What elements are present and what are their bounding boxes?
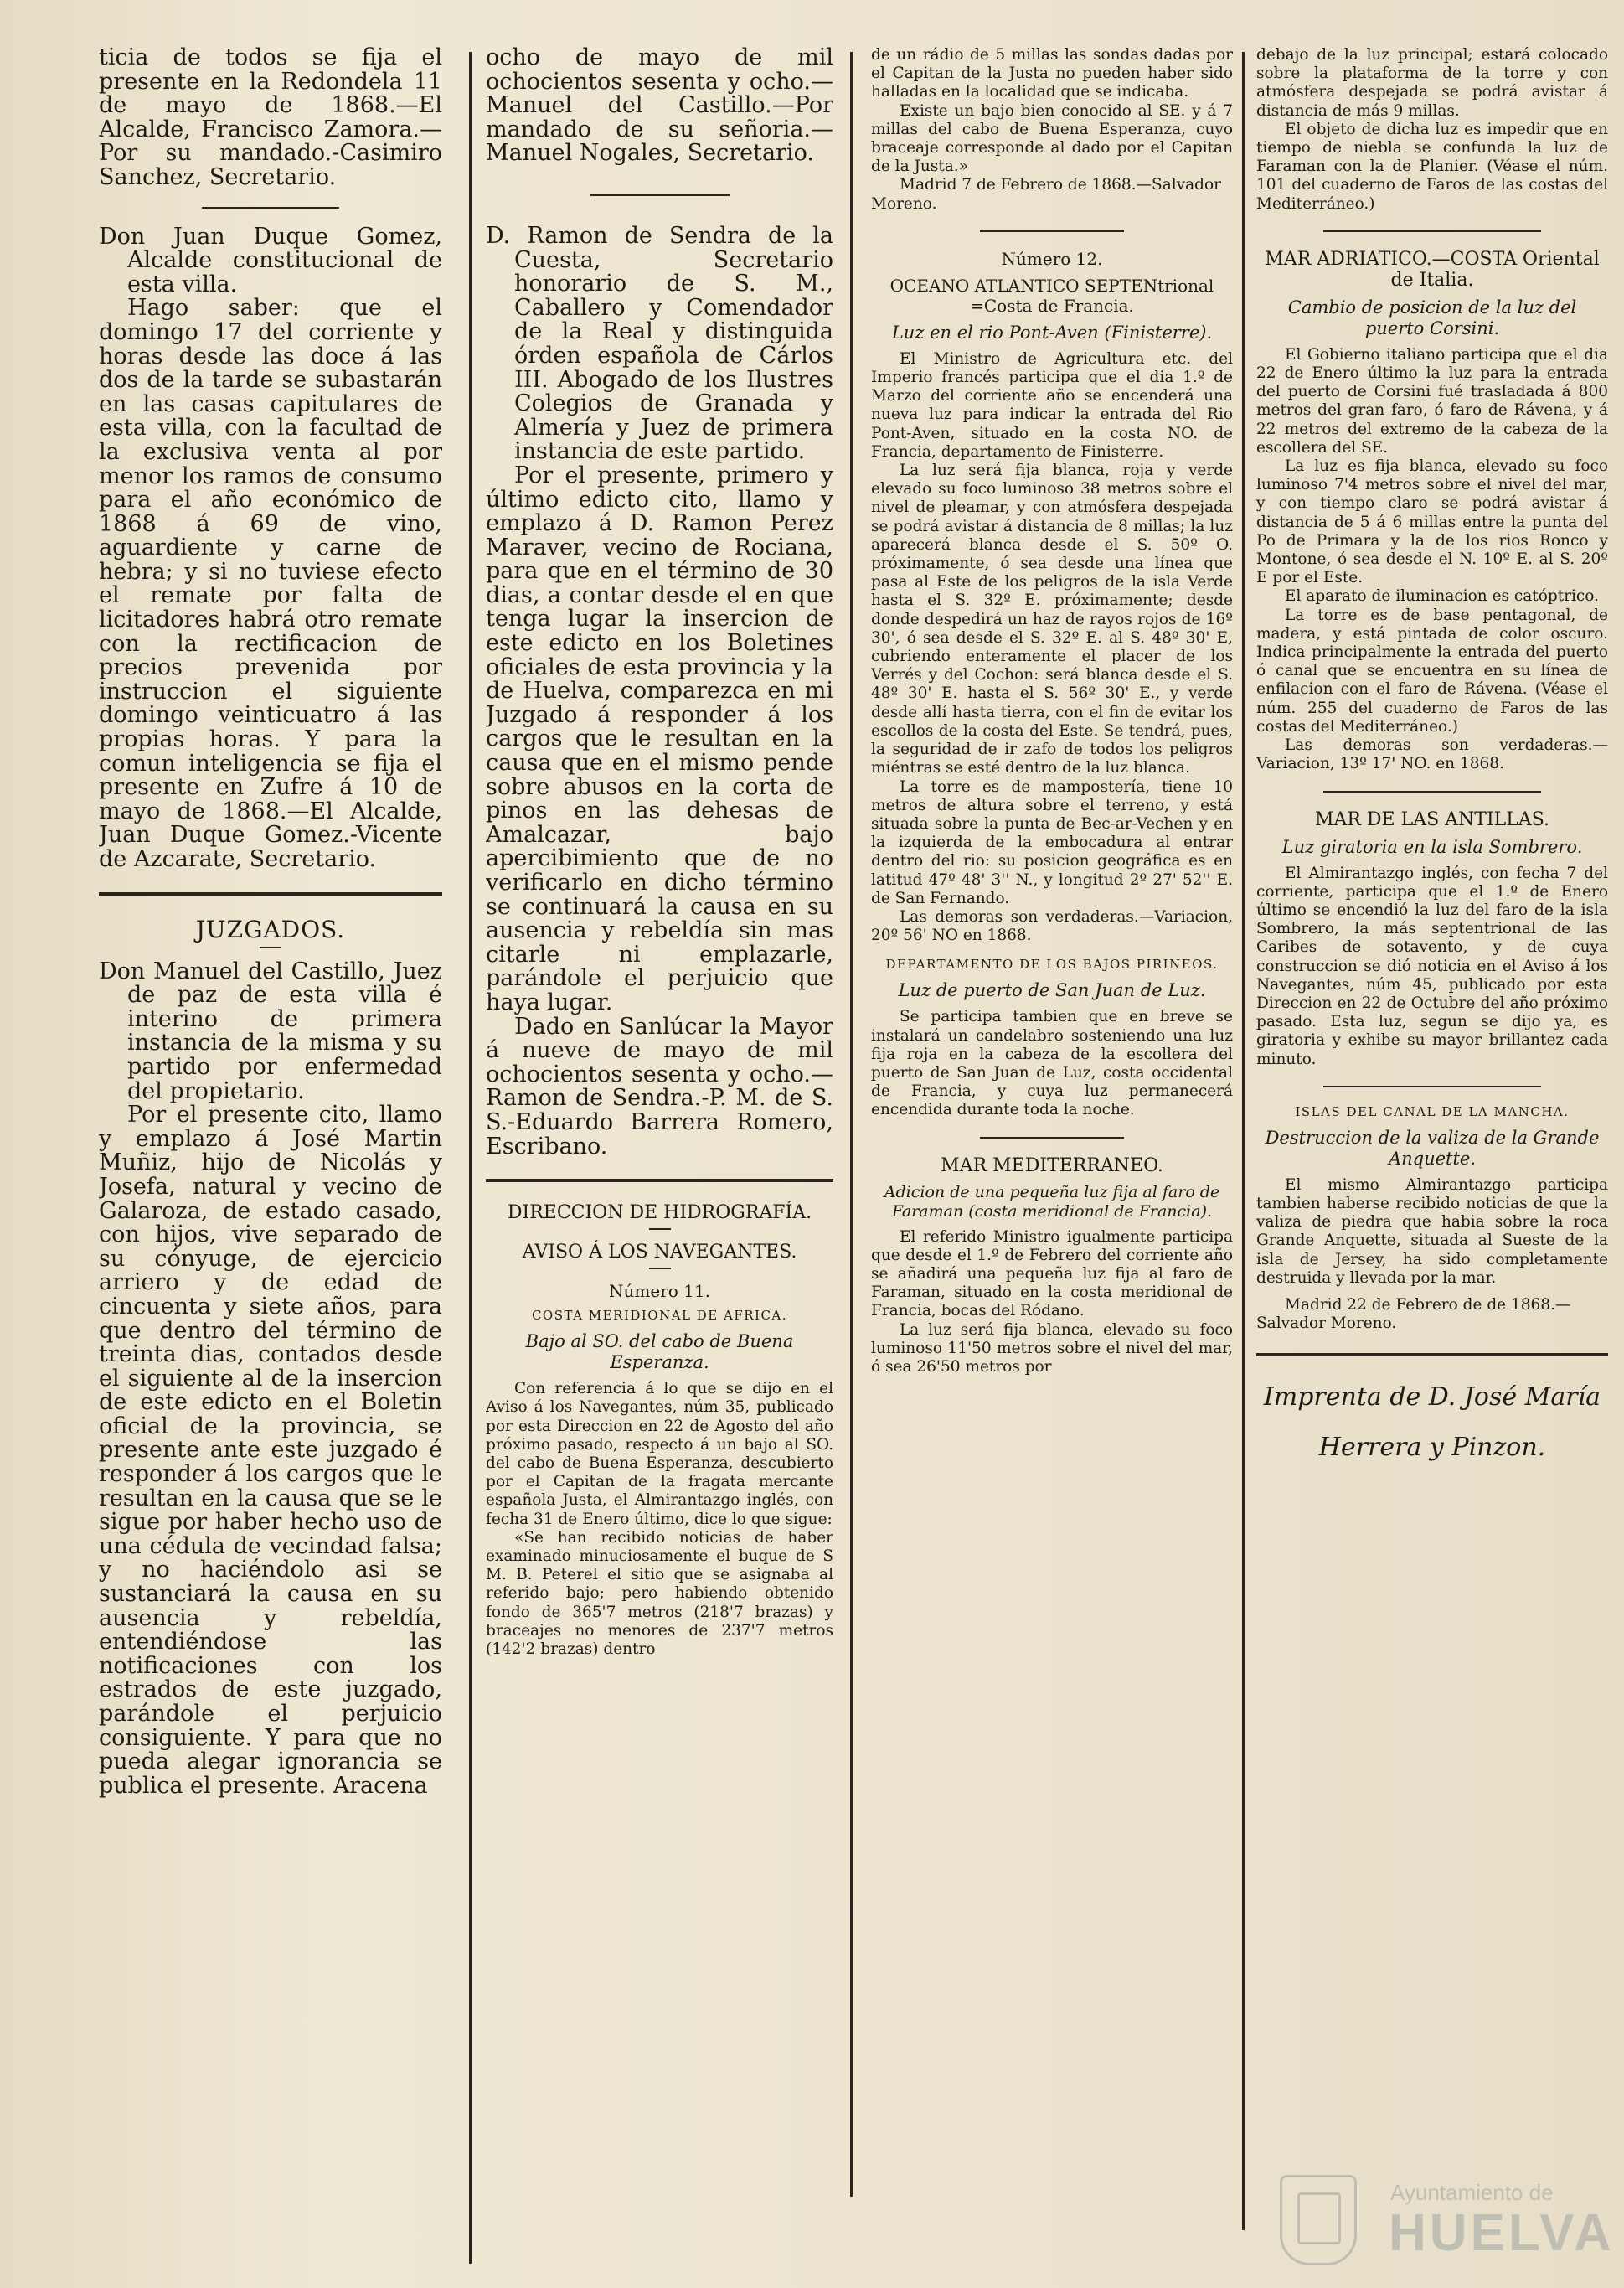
divider bbox=[260, 947, 281, 948]
paragraph: El aparato de iluminacion es catóptrico. bbox=[1285, 587, 1599, 606]
paragraph: ocho de mayo de mil ochocientos sesenta y ocho.—Manuel del Castillo.—Por mandado de su señoria.—Manuel Nogales, Secretario. bbox=[486, 46, 833, 167]
paragraph: Existe un bajo bien conocido al SE. y á 7 millas del cabo de Buena Esperanza, cuyo braceaje corresponde al dado por el Capitan de la Justa.» bbox=[871, 101, 1233, 176]
column-2 bbox=[486, 46, 833, 1659]
edict-heading: Don Manuel del Castillo, Juez de paz de esta villa é interino de primera instancia de la misma y su partido por enfermedad del propietario. bbox=[99, 958, 442, 1104]
divider bbox=[1323, 1086, 1541, 1087]
paragraph: Dado en Sanlúcar la Mayor á nueve de mayo de mil ochocientos sesenta y ocho.—Ramon de Sendra.-P. M. de S. S.-Eduardo Barrera Romero, Escribano. bbox=[486, 1013, 833, 1159]
paragraph: ticia de todos se fija el presente en la Redondela 11 de mayo de 1868.—El Alcalde, Francisco Zamora.—Por su mandado.-Casimiro Sanchez, Secretario. bbox=[99, 46, 442, 190]
paragraph: de un rádio de 5 millas las sondas dadas por el Capitan de la Justa no pueden haber sido halladas en la localidad que se indicaba. bbox=[871, 46, 1233, 101]
column-3 bbox=[871, 46, 1233, 1376]
paragraph: El referido Ministro igualmente participa que desde el 1.º de Febrero del corriente año se añadirá una pequeña luz fija al faro de Faraman, situado en la costa meridional de Francia, bocas del Ródano. bbox=[871, 1227, 1233, 1320]
subsection-heading: ISLAS DEL CANAL DE LA MANCHA. bbox=[1295, 1103, 1570, 1119]
column-4 bbox=[1256, 46, 1608, 1469]
paragraph: Las demoras son verdaderas.—Variacion, 20º 56' NO en 1868. bbox=[871, 907, 1233, 945]
paragraph: Con referencia á lo que se dijo en el Aviso á los Navegantes, núm 35, publicado por esta Direccion en 22 de Agosto del año próximo pasado, respecto á un bajo al SO. del cabo de Buena Esperanza, descubierto por el Capitan de la fragata mercante española Justa, el Almirantazgo inglés, con fecha 31 de Enero último, dice lo que sigue: bbox=[486, 1380, 833, 1528]
divider bbox=[1323, 791, 1541, 793]
notice-title: Adicion de una pequeña luz fija al faro de Faraman (costa meridional de Francia). bbox=[884, 1182, 1220, 1221]
paragraph: Las demoras son verdaderas.—Variacion, 13º 17' NO. en 1868. bbox=[1256, 736, 1608, 773]
imprint-line: Imprenta de D. José María bbox=[1263, 1382, 1601, 1413]
imprint-line: Herrera y Pinzon. bbox=[1318, 1433, 1546, 1463]
paragraph: debajo de la luz principal; estará colocado sobre la plataforma de la torre y con atmósfera despejada se podrá avistar á distancia de más 9 millas. bbox=[1256, 46, 1608, 120]
divider bbox=[590, 194, 730, 196]
paragraph: La torre es de base pentagonal, de madera, y está pintada de color oscuro. Indica principalmente la entrada del puerto ó canal que se encuentra en su línea de enfilacion con el faro de Rávena. (Véase el núm. 255 del cuaderno de Faros de las costas del Mediterráneo.) bbox=[1256, 606, 1608, 736]
divider bbox=[486, 1179, 833, 1182]
notice-title: Luz en el rio Pont-Aven (Finisterre). bbox=[891, 322, 1213, 343]
paragraph: El mismo Almirantazgo participa tambien haberse recibido noticias de que la valiza de piedra que habia sobre la roca Grande Anquette, situada al Sueste de la isla de Jersey, ha sido completamente destruida y llevada por la mar. bbox=[1256, 1175, 1608, 1287]
paragraph: «Se han recibido noticias de haber examinado minuciosamente el buque de S M. B. Peterel el sitio que se asignaba al referido bajo; pero habiendo obtenido fondo de 365'7 metros (218'7 brazas) y braceajes no menores de 237'7 metros (142'2 brazas) dentro bbox=[486, 1528, 833, 1658]
paragraph: El Almirantazgo inglés, con fecha 7 del corriente, participa que el 1.º de Enero último se encendió la luz del faro de la isla Sombrero, la más septentrional de las Caribes de sotavento, y de cuya construccion se dió noticia en el Aviso á los Navegantes, núm 45, publicado por esta Direccion en 22 de Octubre del año próximo pasado. Esta luz, segun se dijo ya, es giratoria y exhibe su mayor brillantez cada minuto. bbox=[1256, 864, 1608, 1068]
city-shield-icon bbox=[1280, 2175, 1357, 2265]
paragraph: El Gobierno italiano participa que el dia 22 de Enero último la luz para la entrada del puerto de Corsini fué trasladada á 800 metros del gran faro, ó faro de Rávena, y á 22 metros del extremo de la cabeza de la escollera del SE. bbox=[1256, 345, 1608, 457]
section-heading: AVISO Á LOS NAVEGANTES. bbox=[522, 1242, 797, 1263]
notice-title: Destruccion de la valiza de la Grande Anquette. bbox=[1265, 1127, 1600, 1169]
notice-title: Bajo al SO. del cabo de Buena Esperanza. bbox=[525, 1331, 794, 1373]
divider bbox=[1256, 1353, 1608, 1356]
notice-number: Número 12. bbox=[1001, 248, 1103, 269]
edict-heading: D. Ramon de Sendra de la Cuesta, Secretario honorario de S. M., Caballero y Comendador de la Real y distinguida órden española de Cárlos III. Abogado de los Ilustres Colegios de Granada y Almería y Juez de primera instancia de este partido. bbox=[486, 222, 833, 465]
column-divider bbox=[469, 52, 472, 2264]
subsection-heading: COSTA MERIDIONAL DE AFRICA. bbox=[531, 1308, 788, 1324]
notice-number: Número 11. bbox=[609, 1281, 710, 1302]
paragraph: El Ministro de Agricultura etc. del Imperio francés participa que el dia 1.º de Marzo del corriente año se encenderá una nueva luz para indicar la entrada del Rio Pont-Aven, situado en la costa NO. de Francia, departamento de Finisterre. bbox=[871, 349, 1233, 461]
column-1 bbox=[99, 46, 442, 1798]
notice-title: Luz de puerto de San Juan de Luz. bbox=[898, 980, 1206, 1001]
notice-title: Cambio de posicion de la luz del puerto Corsini. bbox=[1287, 297, 1577, 338]
edict-heading: Don Juan Duque Gomez, Alcalde constitucional de esta villa. bbox=[99, 223, 442, 297]
subsection-heading: DEPARTAMENTO DE LOS BAJOS PIRINEOS. bbox=[885, 957, 1219, 973]
paragraph: Por el presente cito, llamo y emplazo á José Martin Muñiz, hijo de Nicolás y Josefa, natural y vecino de Galaroza, de estado casado, con hijos, vive separado de su cónyuge, de ejercicio arriero y de edad de cincuenta y siete años, para que dentro del término de treinta dias, contados desde el siguiente al de la insercion de este edicto en el Boletin oficial de la provincia, se presente ante este juzgado é responder á los cargos que le resultan en la causa que se le sigue por haber hecho uso de una cédula de vecindad falsa; y no haciéndolo asi se sustanciará la causa en su ausencia y rebeldía, entendiéndose las notificaciones con los estrados de este juzgado, parándole el perjuicio consiguiente. Y para que no pueda alegar ignorancia se publica el presente. Aracena bbox=[99, 1102, 442, 1799]
section-heading: MAR ADRIATICO.—COSTA Oriental de Italia. bbox=[1265, 248, 1600, 291]
signature: Madrid 7 de Febrero de 1868.—Salvador Moreno. bbox=[871, 176, 1221, 213]
section-heading: OCEANO ATLANTICO SEPTENtrional =Costa de Francia. bbox=[889, 275, 1214, 316]
divider bbox=[202, 207, 339, 209]
paragraph: La luz será fija blanca, roja y verde elevado su foco luminoso 38 metros sobre el nivel de pleamar, y con atmósfera despejada se podrá avistar á distancia de 8 millas; la luz aparecerá blanca desde el S. 50º O. próximamente, ó sea desde una línea que pasa al Este de los peligros de la isla Verde hasta el S. 32º E. próximamente; desde donde despedirá un haz de rayos rojos de 16º 30', ó sea desde el S. 32º E. al S. 48º 30' E, cubriendo enteramente el placer de los Verrés y del Cochon: será blanca desde el S. 48º 30' E. hasta el S. 56º 30' E., y verde desde allí hasta tierra, con el fin de evitar los escollos de la costa del Este. Se tendrá, pues, la seguridad de ir zafo de todos los peligros miéntras se esté dentro de la luz blanca. bbox=[871, 462, 1233, 777]
watermark-text: Ayuntamiento de bbox=[1390, 2180, 1554, 2205]
section-heading: JUZGADOS. bbox=[195, 915, 346, 943]
watermark-text: HUELVA bbox=[1389, 2204, 1615, 2262]
signature: Madrid 22 de Febrero de de 1868.—Salvador Moreno. bbox=[1256, 1295, 1571, 1333]
notice-title: Luz giratoria en la isla Sombrero. bbox=[1281, 836, 1583, 857]
column-divider bbox=[1242, 52, 1245, 2230]
divider bbox=[99, 892, 442, 896]
divider bbox=[980, 1137, 1125, 1139]
column-divider bbox=[850, 52, 853, 2197]
divider bbox=[1323, 230, 1541, 232]
divider bbox=[649, 1228, 671, 1230]
paragraph: Se participa tambien que en breve se instalará un candelabro sosteniendo una luz fija roja en la cabeza de la escollera del puerto de San Juan de Luz, costa occidental de Francia, y cuya luz permanecerá encendida durante toda la noche. bbox=[871, 1008, 1233, 1119]
paragraph: La torre es de mampostería, tiene 10 metros de altura sobre el terreno, y está situada sobre la punta de Bec-ar-Vechen y en la izquierda de la embocadura al entrar dentro del rio: su posicion geográfica es en latitud 47º 48' 3'' N., y longitud 2º 27' 52'' E. de San Fernando. bbox=[871, 777, 1233, 907]
section-heading: MAR DE LAS ANTILLAS. bbox=[1314, 808, 1550, 830]
paragraph: La luz es fija blanca, elevado su foco luminoso 7'4 metros sobre el nivel del mar, y con tiempo claro se podrá avistar á distancia de 5 á 6 millas entre la punta del Po de Primara y la de los rios Ronco y Montone, ó sea desde el N. 10º E. al S. 20º E por el Este. bbox=[1256, 457, 1608, 587]
paragraph: El objeto de dicha luz es impedir que en tiempo de niebla se confunda la luz de Faraman con la de Planier. (Véase el núm. 101 del cuaderno de Faros de las costas del Mediterráneo.) bbox=[1256, 120, 1608, 213]
watermark bbox=[1280, 2168, 1615, 2267]
divider bbox=[980, 230, 1125, 232]
section-heading: DIRECCION DE HIDROGRAFÍA. bbox=[507, 1202, 812, 1224]
paragraph: Hago saber: que el domingo 17 del corriente y horas desde las doce á las dos de la tarde se subastarán en las casas capitulares de esta villa, con la facultad de la exclusiva venta al por menor los ramos de consumo para el año económico de 1868 á 69 de vino, aguardiente y carne de hebra; y si no tuviese efecto el remate por falta de licitadores habrá otro remate con la rectificacion de precios prevenida por instruccion el siguiente domingo veinticuatro á las propias horas. Y para la comun inteligencia se fija el presente en Zufre á 10 de mayo de 1868.—El Alcalde, Juan Duque Gomez.-Vicente de Azcarate, Secretario. bbox=[99, 295, 442, 872]
divider bbox=[649, 1268, 671, 1269]
paragraph: Por el presente, primero y último edicto cito, llamo y emplazo á D. Ramon Perez Maraver, vecino de Rociana, para que en el término de 30 dias, a contar desde el en que tenga lugar la insercion de este edicto en los Boletines oficiales de esta provincia y la de Huelva, comparezca en mi Juzgado á responder á los cargos que le resultan en la causa que en el mismo pende sobre abusos en la corta de pinos en las dehesas de Amalcazar, bajo apercibimiento que de no verificarlo en dicho término se continuará la causa en su ausencia y rebeldía sin mas citarle ni emplazarle, parándole el perjuicio que haya lugar. bbox=[486, 462, 833, 1015]
section-heading: MAR MEDITERRANEO. bbox=[941, 1154, 1163, 1176]
paragraph: La luz será fija blanca, elevado su foco luminoso 11'50 metros sobre el nivel del mar, ó sea 26'50 metros por bbox=[871, 1320, 1233, 1376]
